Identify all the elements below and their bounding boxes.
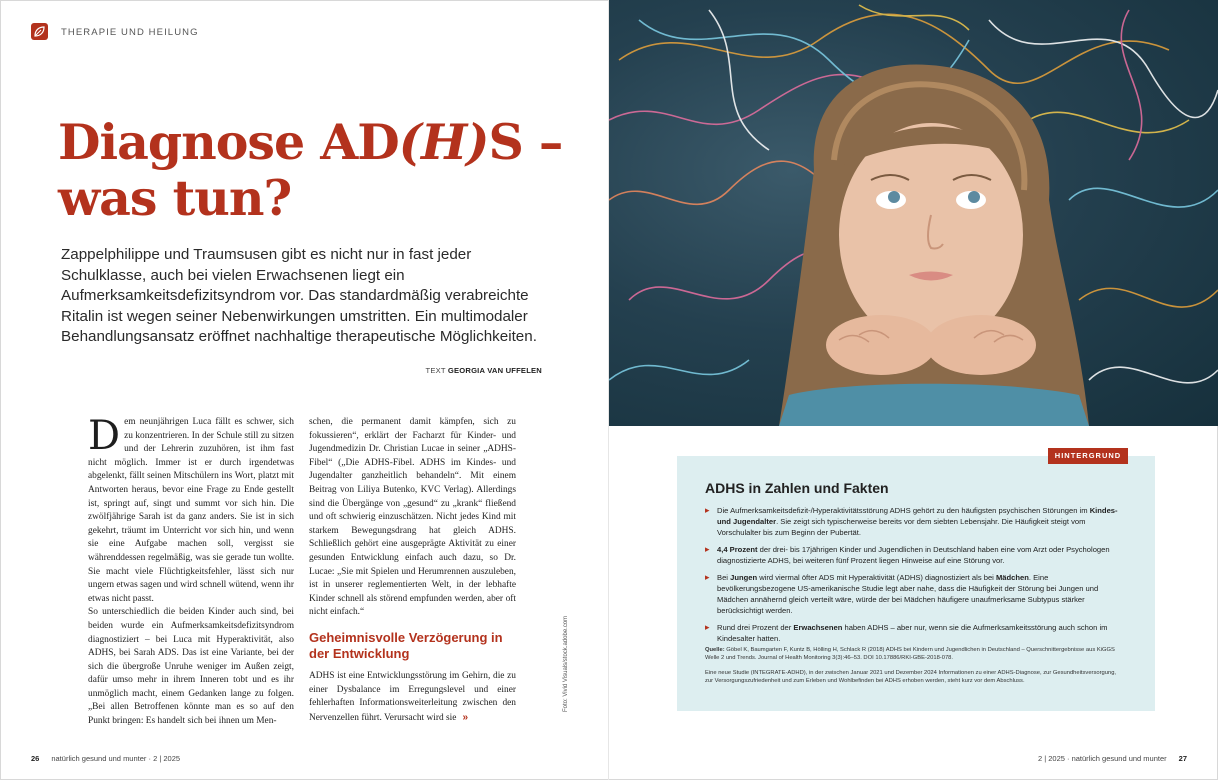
footer-left (31, 754, 180, 763)
page-number-right: 27 (1178, 754, 1187, 763)
title-part: S – (488, 113, 563, 171)
body-column-1 (88, 413, 294, 729)
fact-text: der drei- bis 17jährigen Kinder und Jugendlichen in Deutschland haben eine vom Arzt oder Psychologen diagnostizierte ADHS, bei weiteren fünf Prozent liegen Hinweise auf eine Störung vor. (717, 545, 1110, 565)
byline-author: GEORGIA VAN UFFELEN (447, 366, 542, 375)
source-citation (705, 646, 1125, 663)
facts-list (705, 505, 1125, 650)
article-title (58, 114, 588, 226)
paragraph-text: em neunjährigen Luca fällt es schwer, sich zu konzentrieren. In der Schule still zu sitzen und der Lehrerin zuzuhören, ist ihm fast nicht möglich. Immer ist er durch irgendetwas abgelenkt, fällt seinen Mitschülern ins Wort, platzt mit Antworten heraus, bevor eine Frage zu Ende gestellt ist, springt auf, singt und summt vor sich hin. Die zwölfjährige Sarah ist da ganz anders. Sie ist in sich gekehrt, träumt im Unterricht vor sich hin, und wenn sie eine Aufgabe machen soll, vergisst sie währenddessen regelmäßig, was sie gerade tun wollte. Sie macht viele Flüchtigkeitsfehler, lässt sich nur ungern etwas sagen und wird schnell wütend, wenn ihr etwas nicht passt. (88, 417, 294, 604)
body-paragraph (309, 670, 516, 725)
study-note: Eine neue Studie (INTEGRATE-ADHD), in der zwischen Januar 2021 und Dezember 2024 Informationen zu einer ADHS-Diagnose, zur Gesundheitsversorgung, zur Versorgungszufriedenheit und zum Erleben und Wohlbefinden bei ADHS erhoben werden, steht kurz vor dem Abschluss. (705, 669, 1117, 685)
fact-text: Rund drei Prozent der (717, 623, 794, 632)
source-label: Quelle: (705, 647, 725, 653)
page-number-left: 26 (31, 754, 40, 763)
title-part: Diagnose AD (58, 113, 399, 171)
photo-credit: Foto: Vivid Visuals/stock.adobe.com (563, 615, 569, 712)
paragraph-text: ADHS ist eine Entwicklungsstörung im Gehirn, die zu einer Dysbalance im Erregungslevel und einer fehlerhaften Informationsweiterleitung zwischen den Nervenzellen führt. Verursacht wird sie (309, 670, 516, 723)
fact-text: haben ADHS – aber nur, wenn sie die Aufmerksamkeitsstörung auch schon im Kindesalter hatten. (717, 623, 1108, 643)
fact-item (705, 505, 1125, 538)
continue-arrow-icon: » (462, 711, 468, 723)
fact-highlight: Kindes- und Jugendalter (717, 506, 1118, 526)
info-box-title: ADHS in Zahlen und Fakten (705, 480, 889, 496)
drop-cap: D (88, 413, 121, 459)
body-column-2 (309, 416, 516, 725)
fact-highlight: 4,4 Prozent (717, 545, 758, 554)
footer-left-text: natürlich gesund und munter · 2 | 2025 (51, 754, 181, 763)
article-lead: Zappelphilippe und Traumsusen gibt es nicht nur in fast jeder Schulklasse, auch bei vielen Erwachsenen liegt ein Aufmerksamkeitsdefizitsyndrom vor. Das standardmäßig verabreichte Ritalin ist wegen seiner Nebenwirkungen umstritten. Ein multimodaler Behandlungsansatz eröffnet nachhaltige therapeutische Möglichkeiten. (61, 246, 537, 345)
source-note (705, 646, 1125, 692)
fact-highlight: Erwachsenen (793, 623, 843, 632)
fact-text: . Eine bevölkerungsbezogene US-amerikanische Studie legt aber nahe, dass die Häufigkeit der Störung bei Jungen und Mädchen annähernd gleich verteilt wäre, würde der bei Mädchen häufigere unaufmerksame Subtypus stärker berücksichtigt werden. (717, 573, 1099, 615)
fact-item (705, 544, 1125, 566)
child-illustration (609, 0, 1218, 426)
body-paragraph: So unterschiedlich die beiden Kinder auch sind, bei beiden wurde ein Aufmerksamkeitsdefizitsyndrom diagnostiziert – bei Luca mit Hyperaktivität, also ADHS, bei Sarah ADS. Das ist eine Variante, bei der sich die übergroße Unruhe weniger im Außen zeigt, dafür umso mehr in ihrem Inneren tobt und es ihr unmöglich macht, einem Gedanken lange zu folgen. „Bei allen Betroffenen könnte man es so auf den Punkt bringen: Es handelt sich bei ihnen um Men- (88, 607, 294, 727)
fact-item (705, 622, 1125, 644)
fact-text: Bei (717, 573, 731, 582)
title-italic-part: (H) (398, 113, 489, 171)
footer-right-text: 2 | 2025 · natürlich gesund und munter (1037, 754, 1167, 763)
fact-text: Die Aufmerksamkeitsdefizit-/Hyperaktivitätsstörung ADHS gehört zu den häufigsten psychischen Störungen im (717, 506, 1090, 515)
byline-label: TEXT (425, 366, 446, 375)
fact-text: . Sie zeigt sich typischerweise bereits vor dem siebten Lebensjahr. Die Häufigkeit steigt vom Vorschulalter bis zum Beginn der Pubertät. (717, 517, 1086, 537)
body-paragraph: schen, die permanent damit kämpfen, sich zu fokussieren“, erklärt der Facharzt für Kinder- und Jugendmedizin Dr. Christian Lucae in seiner „ADHS-Fibel“ („Die ADHS-Fibel. ADHS im Kindes- und Jugendalter ganzheitlich behandeln“. Mit einem Beitrag von Liliya Butenko, KVC Verlag). Allerdings sind die Übergänge von „gesund“ zu „krank“ fließend und oft schwierig einzuschätzen. Nicht jedes Kind mit starkem Bewegungsdrang hat gleich ADHS. Schließlich gehört eine ausgeprägte Aktivität zu einer gesunden Entwicklung einfach auch dazu, so Dr. Lucae: „Sie mit Spielen und Herumrennen auszuleben, ist in unserer reglementierten Welt, in der lebhafte Kinder schnell als störend empfunden werden, aber oft nicht einfach.“ (309, 417, 516, 618)
hero-image (609, 0, 1218, 426)
body-paragraph (88, 413, 294, 606)
footer-right (1038, 754, 1187, 763)
byline (380, 366, 542, 375)
leaf-icon (31, 23, 48, 40)
fact-highlight: Jungen (730, 573, 758, 582)
article-subhead: Geheimnisvolle Verzögerung in der Entwicklung (309, 629, 503, 661)
title-line-1 (58, 114, 588, 170)
info-box-tag: HINTERGRUND (1048, 448, 1128, 464)
title-line-2: was tun? (58, 169, 292, 227)
fact-item (705, 572, 1125, 616)
section-label: THERAPIE UND HEILUNG (61, 27, 199, 38)
fact-highlight: Mädchen (995, 573, 1029, 582)
fact-text: wird viermal öfter ADS mit Hyperaktivität (ADHS) diagnostiziert als bei (757, 573, 996, 582)
source-text: Göbel K, Baumgarten F, Kuntz B, Hölling H, Schlack R (2018) ADHS bei Kindern und Jugendlichen in Deutschland – Querschnittergebnisse aus KiGGS Welle 2 und Trends. Journal of Health Monitoring 3(3):46–53. DOI 10.17886/RKI-GBE-2018-078. (705, 647, 1115, 662)
